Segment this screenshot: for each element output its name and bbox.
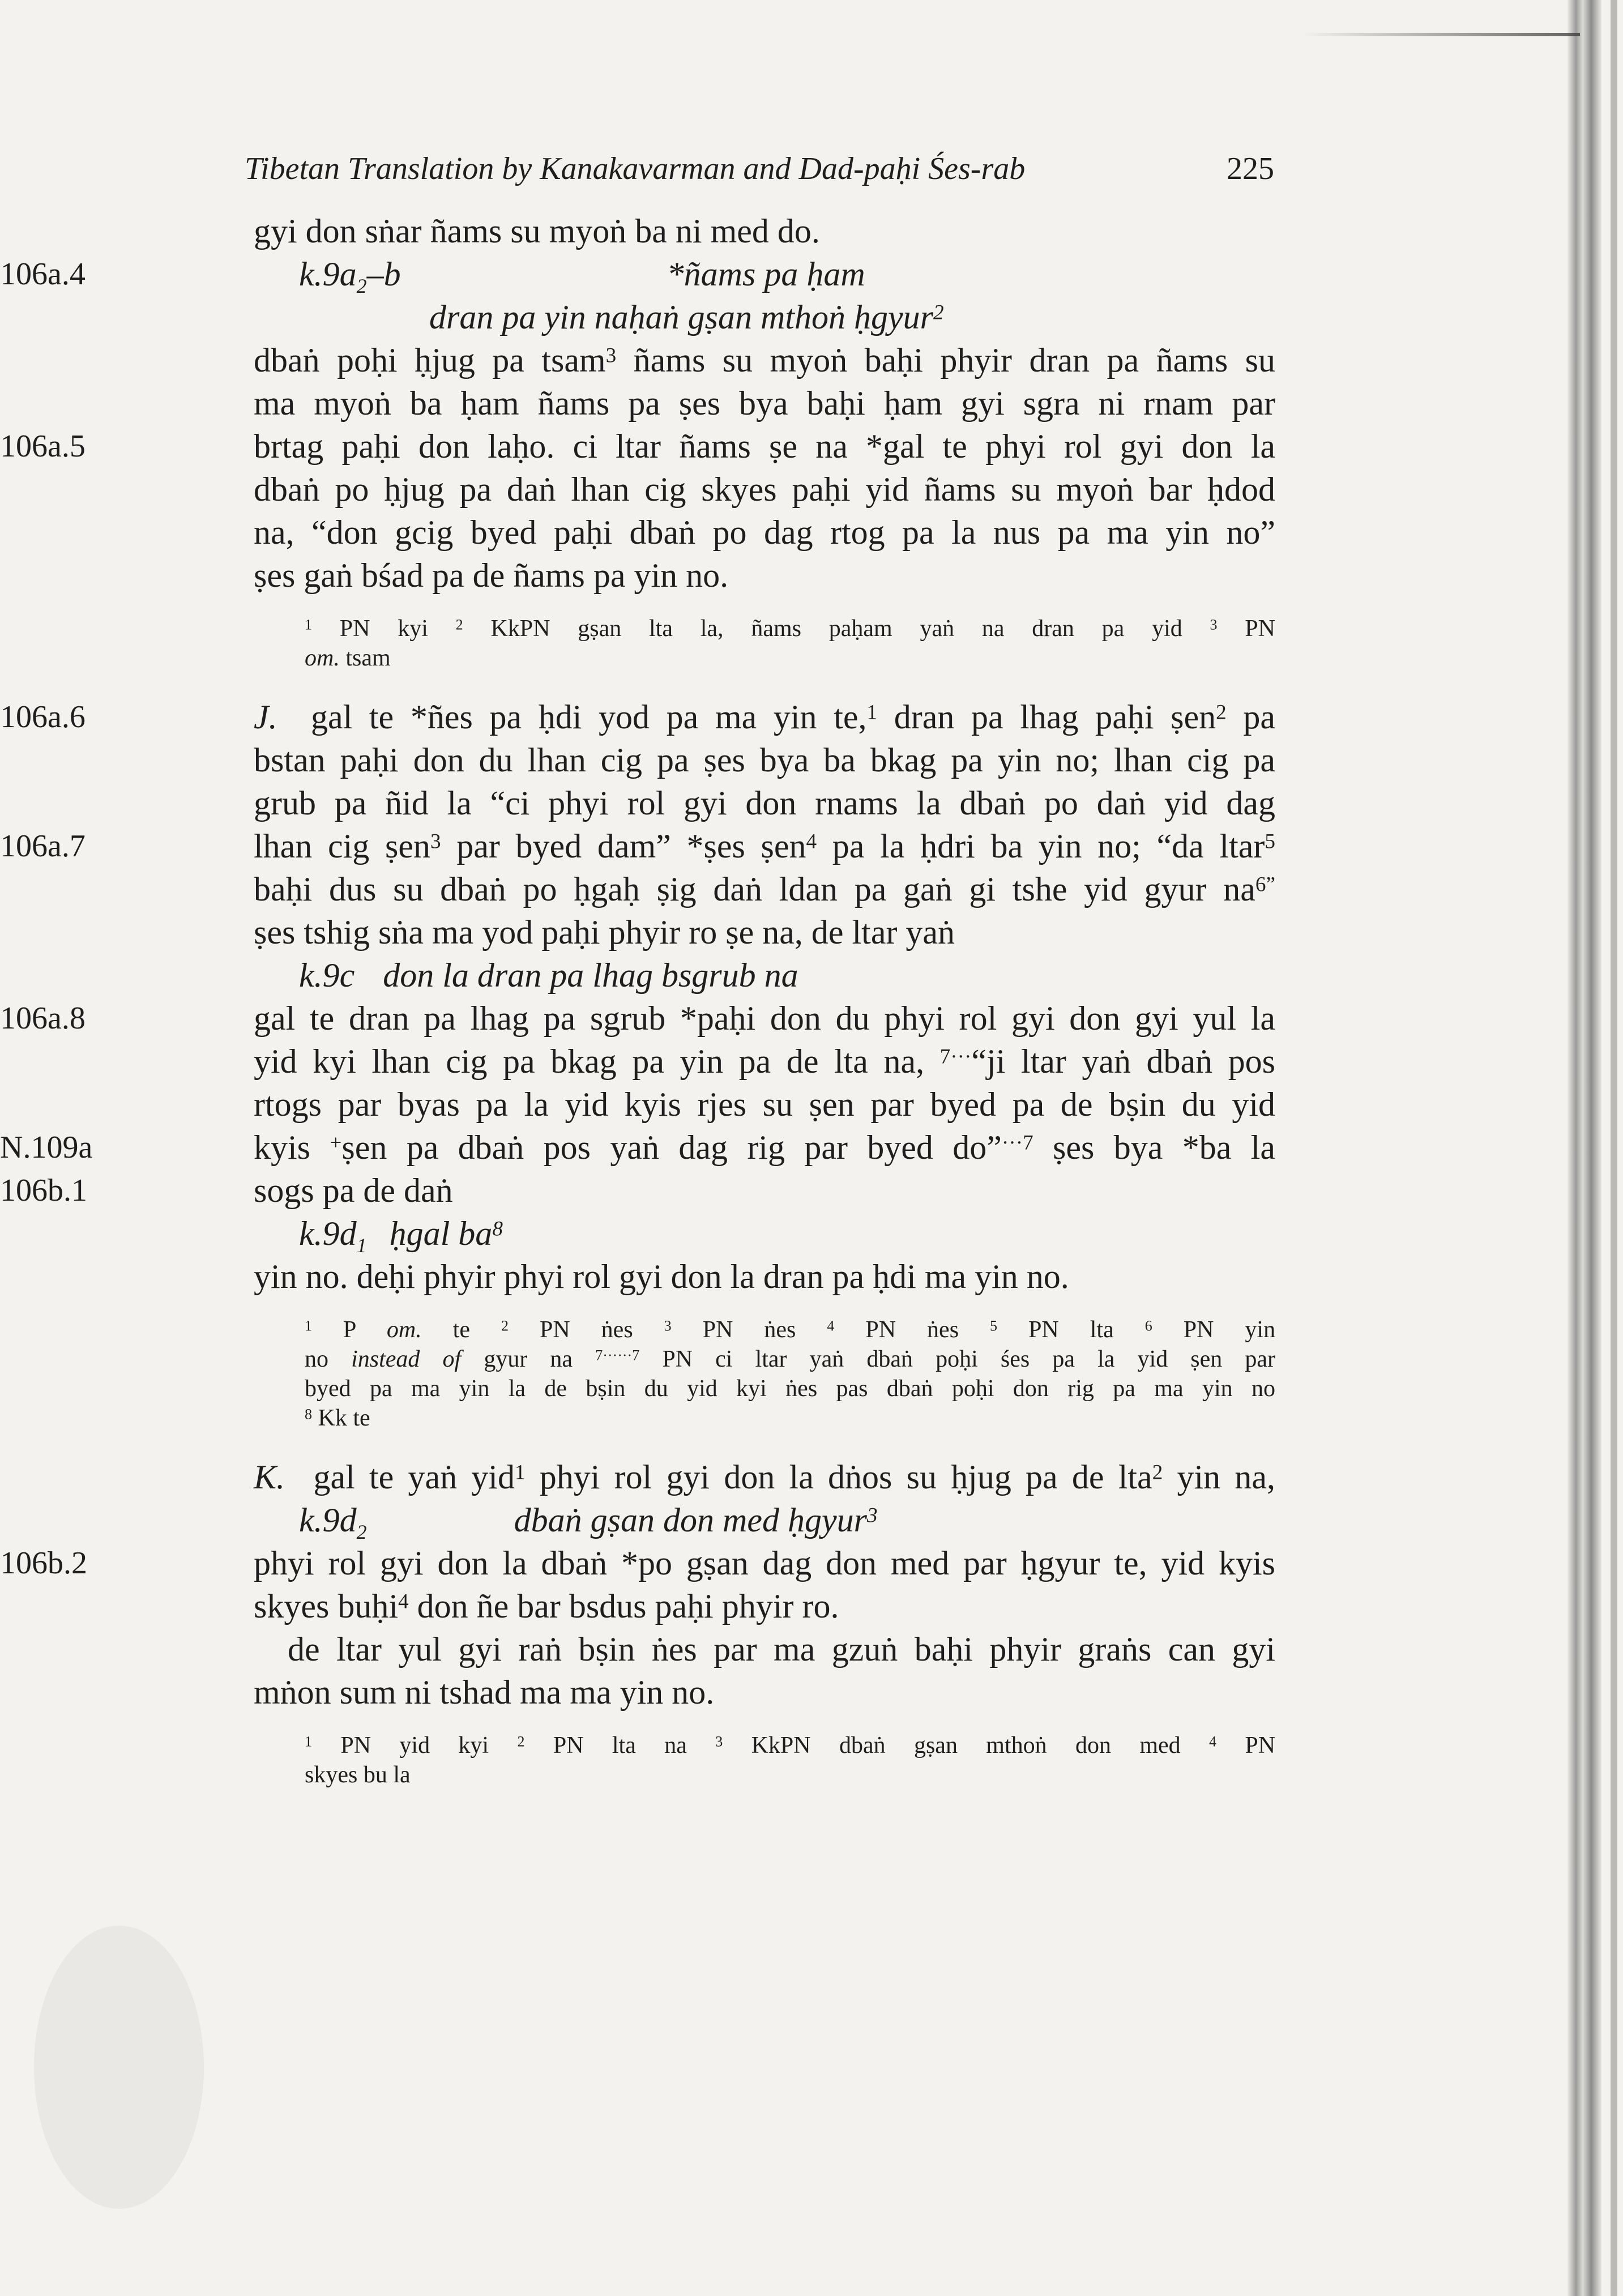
text-line: 106a.7 lhan cig ṣen$^3$ par byed dam” *ṣes ṣen$^4$ pa la ḥdri ba yin no; “da ltar$^5$ xyxy=(254,825,1275,868)
verse-line: $k.9d_2$ dbaṅ gṣan don med ḥgyur$^3$ xyxy=(299,1501,878,1543)
footnotes-3 xyxy=(254,1731,1275,1790)
text-line: 106a.5 brtag paḥi don laḥo. ci ltar ñams ṣe na *gal te phyi rol gyi don la xyxy=(254,425,1275,468)
scan-smudge xyxy=(34,1926,204,2209)
text-block-2 xyxy=(0,695,1276,1298)
footnote-line: $^1$ PN yid kyi $^2$ PN lta na $^3$ KkPN dbaṅ gṣan mthoṅ don med $^4$ PN xyxy=(305,1732,1276,1759)
footnotes-2 xyxy=(254,1315,1275,1433)
running-title: Tibetan Translation by Kanakavarman and Dad-paḥi Śes-rab xyxy=(245,151,1026,186)
margin-ref: 106a.7 xyxy=(0,829,86,864)
text-line: dbaṅ poḥi ḥjug pa tsam$^3$ ñams su myoṅ baḥi phyir dran pa ñams su xyxy=(254,342,1275,379)
text-line: ma myoṅ ba ḥam ñams pa ṣes bya baḥi ḥam gyi sgra ni rnam par xyxy=(254,385,1275,422)
text-line: baḥi dus su dbaṅ po ḥgaḥ ṣig daṅ ldan pa gaṅ gi tshe yid gyur $na^{6”}$ xyxy=(254,870,1275,908)
verse-line: k.9c don la dran pa lhag bsgrub na xyxy=(299,957,798,994)
margin-ref: 106a.6 xyxy=(0,699,86,735)
page-edge xyxy=(1611,0,1617,2296)
text-block-3 xyxy=(0,1456,1275,1714)
text-line: 106b.1 sogs pa de daṅ xyxy=(254,1169,1275,1212)
text-line: 106b.2 phyi rol gyi don la dbaṅ *po gṣan dag don med par ḥgyur te, yid kyis xyxy=(254,1542,1275,1585)
text-block-1 xyxy=(0,210,1275,597)
footnote-line: $^1$ PN kyi $^2$ KkPN gṣan lta la, ñams paḥam yaṅ na dran pa yid $^3$ PN xyxy=(305,616,1275,642)
section-label: J. xyxy=(254,698,277,736)
footnote-ref: 3 xyxy=(605,344,617,368)
text-line: rtogs par byas pa la yid kyis rjes su ṣen par byed pa de bṣin du yid xyxy=(254,1086,1275,1123)
margin-ref: 106b.2 xyxy=(0,1546,87,1581)
text-line: dbaṅ po ḥjug pa daṅ lhan cig skyes paḥi yid ñams su myoṅ bar ḥdod xyxy=(254,471,1275,508)
footnotes-1 xyxy=(254,614,1275,673)
footnote-line: skyes bu la xyxy=(305,1762,411,1788)
footnote-ref: 2 xyxy=(933,301,944,325)
book-spine-shadow xyxy=(1568,0,1601,2296)
footnote-line: $^1$ P om. te $^2$ PN ṅes $^3$ PN ṅes $^4$ PN ṅes $^5$ PN lta $^6$ PN yin xyxy=(305,1317,1276,1343)
text-line: de ltar yul gyi raṅ bṣin ṅes par ma gzuṅ baḥi phyir graṅs can gyi xyxy=(288,1631,1275,1668)
margin-ref: N.109a xyxy=(0,1130,93,1165)
running-header xyxy=(0,146,1623,191)
text-line: yin no. deḥi phyir phyi rol gyi don la dran pa ḥdi ma yin no. xyxy=(254,1258,1069,1295)
text-line: skyes buḥi$^4$ don ñe bar bsdus paḥi phyir ro. xyxy=(254,1587,839,1625)
text-line: yid kyi lhan cig pa bkag pa yin pa de lta na, $^{7\cdot\cdot\cdot}$“ji ltar yaṅ dbaṅ pos xyxy=(254,1043,1275,1080)
verse-line: dran pa yin naḥaṅ gṣan mthoṅ ḥgyur$^2$ xyxy=(429,298,944,336)
margin-ref: 106a.5 xyxy=(0,429,86,464)
verse-line: $k.9d_1$ ḥgal $ba^8$ xyxy=(299,1215,503,1257)
margin-ref: 106a.4 xyxy=(0,257,86,292)
page-body xyxy=(0,210,1276,1790)
verse-line: 106a.4 $k.9a_2-b$ *ñams pa ḥam xyxy=(254,253,1275,296)
scan-edge-mark xyxy=(1302,33,1580,36)
text-line: 106a.6 J. gal te *ñes pa ḥdi yod pa ma yin te,$^1$ dran pa lhag paḥi ṣen$^2$ pa xyxy=(254,695,1275,739)
page-number: 225 xyxy=(1227,151,1274,186)
footnote-line: no instead of gyur na $^{7\cdot\cdot\cdot\cdot\cdot\cdot 7}$ PN ci ltar yaṅ dbaṅ poḥi śes pa la yid ṣen par xyxy=(305,1346,1276,1372)
text-line: grub pa ñid la “ci phyi rol gyi don rnams la dbaṅ po daṅ yid dag xyxy=(254,784,1275,822)
margin-ref: 106b.1 xyxy=(0,1173,87,1208)
text-line: na, “don gcig byed paḥi dbaṅ po dag rtog pa la nus pa ma yin no” xyxy=(254,514,1275,551)
footnote-line: om. tsam xyxy=(305,645,391,671)
text-line: ṣes tshig sṅa ma yod paḥi phyir ro ṣe na, de ltar yaṅ xyxy=(254,914,955,951)
margin-ref: 106a.8 xyxy=(0,1001,86,1036)
text-line: K. gal te yaṅ yid$^1$ phyi rol gyi don la dṅos su ḥjug pa de lta$^2$ yin na, xyxy=(254,1458,1275,1496)
text-line: mṅon sum ni tshad ma ma yin no. xyxy=(254,1674,715,1711)
footnote-line: $^8$ Kk te xyxy=(305,1405,370,1431)
text-line: gyi don sṅar ñams su myoṅ ba ni med do. xyxy=(254,212,820,250)
text-line: N.109a kyis +ṣen pa dbaṅ pos yaṅ dag rig par byed do”$^{\cdot\cdot\cdot 7}$ ṣes bya *ba la xyxy=(254,1126,1275,1169)
section-label: K. xyxy=(254,1458,285,1496)
text-line: ṣes gaṅ bśad pa de ñams pa yin no. xyxy=(254,557,729,594)
text-line: 106a.8 gal te dran pa lhag pa sgrub *paḥi don du phyi rol gyi don gyi yul la xyxy=(254,997,1275,1040)
footnote-line: byed pa ma yin la de bṣin du yid kyi ṅes pas dbaṅ poḥi don rig pa ma yin no xyxy=(305,1376,1275,1402)
text-line: bstan paḥi don du lhan cig pa ṣes bya ba bkag pa yin no; lhan cig pa xyxy=(254,741,1275,779)
